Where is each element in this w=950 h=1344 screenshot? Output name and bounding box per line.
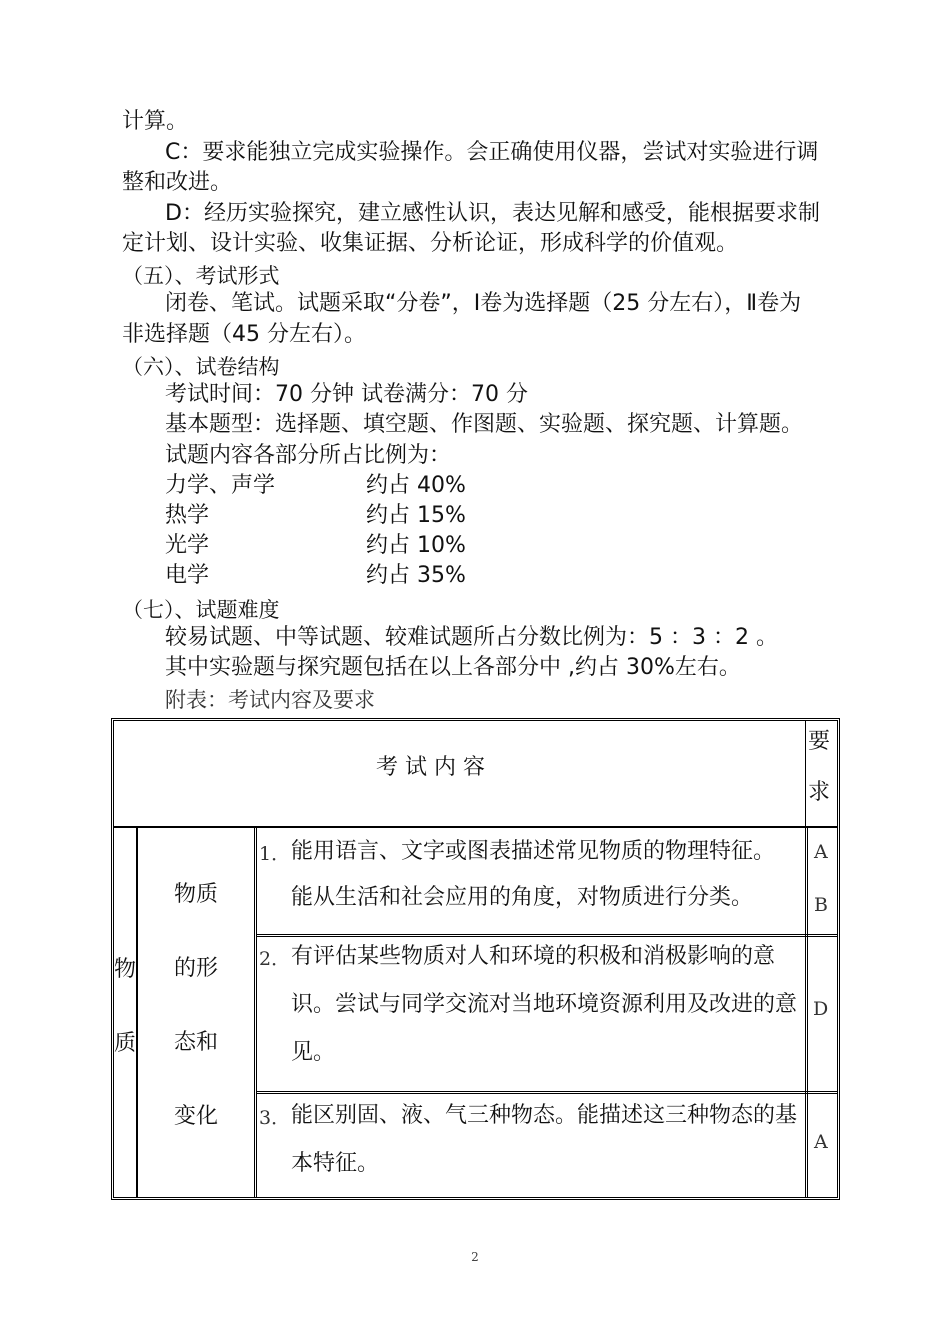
difficulty-ratio-line: 较易试题、中等试题、较难试题所占分数比例为：5 ：3 ：2 。 bbox=[165, 625, 778, 650]
table-row-number: 2． bbox=[259, 948, 291, 970]
section-5-heading: （五）、考试形式 bbox=[122, 264, 280, 288]
requirement-level: D bbox=[813, 998, 829, 1020]
ratio-value: 约占 15% bbox=[366, 503, 466, 528]
category-matter: 质 bbox=[114, 1031, 137, 1056]
ratio-name: 电学 bbox=[165, 563, 210, 588]
exam-form-line-cont: 非选择题（45 分左右）。 bbox=[122, 322, 366, 347]
ratio-value: 约占 40% bbox=[366, 473, 466, 498]
requirement-d-line: D：经历实验探究，建立感性认识，表达见解和感受，能根据要求制 bbox=[165, 201, 820, 226]
ratio-row bbox=[165, 562, 485, 590]
table-header-requirement: 要 bbox=[808, 729, 831, 754]
table-row-number: 1． bbox=[259, 843, 291, 865]
table-row-number: 3． bbox=[259, 1107, 291, 1129]
requirement-level: A bbox=[814, 841, 828, 863]
subcategory-label: 物质 bbox=[174, 882, 219, 907]
ratio-value: 约占 35% bbox=[366, 563, 466, 588]
ratio-value: 约占 10% bbox=[366, 533, 466, 558]
subcategory-label: 变化 bbox=[174, 1104, 219, 1129]
section-6-heading: （六）、试卷结构 bbox=[122, 355, 280, 379]
requirement-c-line: C：要求能独立完成实验操作。会正确使用仪器，尝试对实验进行调 bbox=[165, 140, 819, 165]
page-number: 2 bbox=[471, 1250, 479, 1264]
table-header-requirement: 求 bbox=[808, 780, 831, 805]
table-row-text: 有评估某些物质对人和环境的积极和消极影响的意 bbox=[291, 944, 776, 969]
table-row-text: 本特征。 bbox=[291, 1151, 380, 1176]
table-header-content: 考 试 内 容 bbox=[376, 755, 485, 780]
experiment-share-line: 其中实验题与探究题包括在以上各部分中 ,约占 30%左右。 bbox=[165, 655, 741, 680]
ratio-row bbox=[165, 502, 485, 530]
exam-form-line: 闭卷、笔试。试题采取“分卷”，Ⅰ卷为选择题（25 分左右），Ⅱ卷为 bbox=[165, 291, 802, 316]
ratio-row bbox=[165, 532, 485, 560]
section-7-heading: （七）、试题难度 bbox=[122, 598, 280, 622]
ratio-name: 力学、声学 bbox=[165, 473, 276, 498]
table-row-text: 识。尝试与同学交流对当地环境资源利用及改进的意 bbox=[291, 992, 798, 1017]
requirement-level: A bbox=[814, 1131, 828, 1153]
requirement-level: B bbox=[814, 894, 828, 916]
subcategory-label: 态和 bbox=[174, 1030, 219, 1055]
requirement-d-line-cont: 定计划、设计实验、收集证据、分析论证，形成科学的价值观。 bbox=[122, 231, 739, 256]
table-row-text: 见。 bbox=[291, 1040, 336, 1065]
ratio-name: 光学 bbox=[165, 533, 210, 558]
subcategory-label: 的形 bbox=[174, 956, 219, 981]
question-types-line: 基本题型：选择题、填空题、作图题、实验题、探究题、计算题。 bbox=[165, 412, 804, 437]
ratio-name: 热学 bbox=[165, 503, 210, 528]
table-row-text: 能用语言、文字或图表描述常见物质的物理特征。 bbox=[291, 839, 776, 864]
appendix-caption: 附表：考试内容及要求 bbox=[165, 688, 375, 712]
category-matter: 物 bbox=[114, 957, 137, 982]
ratio-intro: 试题内容各部分所占比例为： bbox=[165, 443, 452, 468]
table-row-text: 能从生活和社会应用的角度，对物质进行分类。 bbox=[291, 885, 754, 910]
ratio-row bbox=[165, 472, 485, 500]
text-line: 计算。 bbox=[122, 109, 189, 134]
exam-time-line: 考试时间：70 分钟 试卷满分：70 分 bbox=[165, 382, 528, 407]
requirement-c-line-cont: 整和改进。 bbox=[122, 170, 233, 195]
table-row-text: 能区别固、液、气三种物态。能描述这三种物态的基 bbox=[291, 1103, 798, 1128]
